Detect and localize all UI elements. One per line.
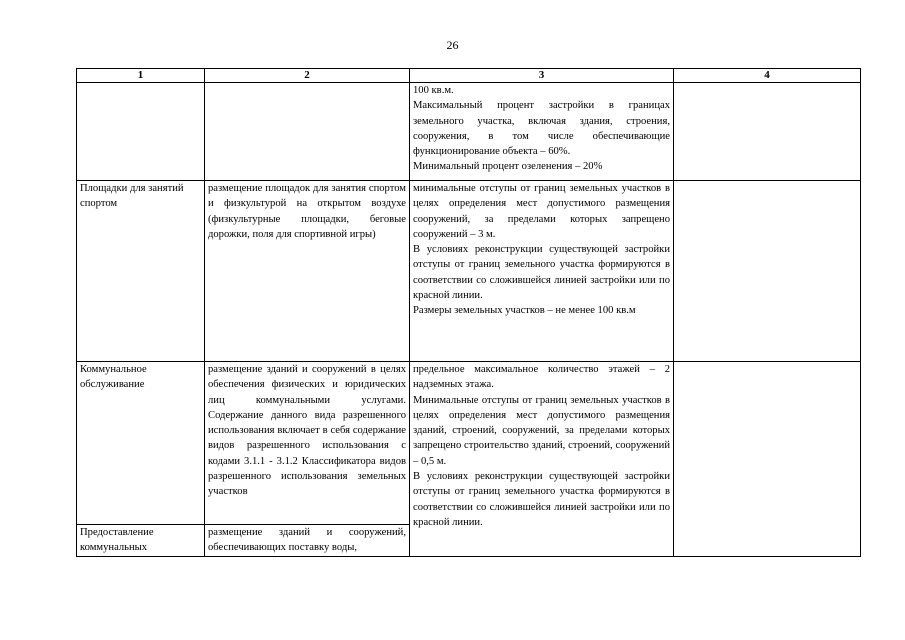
parameters-cell — [410, 362, 674, 557]
use-description-cell: размещение площадок для занятия спортом и физкультурой на открытом воздухе (физкультурные площадки, беговые дорожки, поля для спортивной игры) — [205, 181, 410, 362]
use-type-cell: Предоставление коммунальных — [77, 525, 205, 557]
parameter-text: Минимальные отступы от границ земельных участков в целях определения мест допустимого размещения зданий, строений, сооружений, за пределами которых запрещено строительство зданий, строений, сооружений – 0,5 м. — [413, 394, 670, 467]
parameter-text: Минимальный процент озеленения – 20% — [413, 161, 603, 173]
notes-cell — [674, 83, 861, 181]
column-header: 2 — [205, 69, 410, 83]
use-description-cell — [205, 83, 410, 181]
parameter-text: Размеры земельных участков – не менее 100 кв.м — [413, 305, 636, 317]
notes-cell — [674, 362, 861, 557]
table-header-row — [77, 69, 861, 83]
use-description-cell: размещение зданий и сооружений в целях обеспечения физических и юридических лиц коммунальными услугами. Содержание данного вида разрешенного использования включает в себя содержание видов разрешенного использования с кодами 3.1.1 - 3.1.2 Классификатора видов разрешенного использования земельных участков — [205, 362, 410, 525]
column-header: 4 — [674, 69, 861, 83]
column-header: 1 — [77, 69, 205, 83]
parameter-text: минимальные отступы от границ земельных участков в целях определения мест допустимого размещения сооружений, за пределами которых запрещено сооружений – 3 м. — [413, 183, 670, 240]
notes-cell — [674, 181, 861, 362]
column-header: 3 — [410, 69, 674, 83]
use-type-cell: Коммунальное обслуживание — [77, 362, 205, 525]
regulations-table — [76, 68, 861, 557]
parameter-text: предельное максимальное количество этажей – 2 надземных этажа. — [413, 364, 670, 391]
use-description-cell: размещение зданий и сооружений, обеспечивающих поставку воды, — [205, 525, 410, 557]
parameter-text: 100 кв.м. — [413, 85, 454, 96]
table-row — [77, 83, 861, 181]
parameters-cell — [410, 83, 674, 181]
parameters-cell — [410, 181, 674, 362]
parameter-text: В условиях реконструкции существующей застройки отступы от границ земельного участка формируются в соответствии со сложившейся линией застройки или по красной линии. — [413, 471, 670, 528]
page-number: 26 — [446, 38, 459, 52]
table-row — [77, 362, 861, 525]
parameter-text: В условиях реконструкции существующей застройки отступы от границ земельного участка формируются в соответствии со сложившейся линией застройки или по красной линии. — [413, 244, 670, 302]
use-type-cell — [77, 83, 205, 181]
parameter-text: Максимальный процент застройки в границах земельного участка, включая здания, строения, сооружения, в том числе обеспечивающие функционирование объекта – 60%. — [413, 100, 670, 158]
table-row — [77, 181, 861, 362]
use-type-cell: Площадки для занятий спортом — [77, 181, 205, 362]
